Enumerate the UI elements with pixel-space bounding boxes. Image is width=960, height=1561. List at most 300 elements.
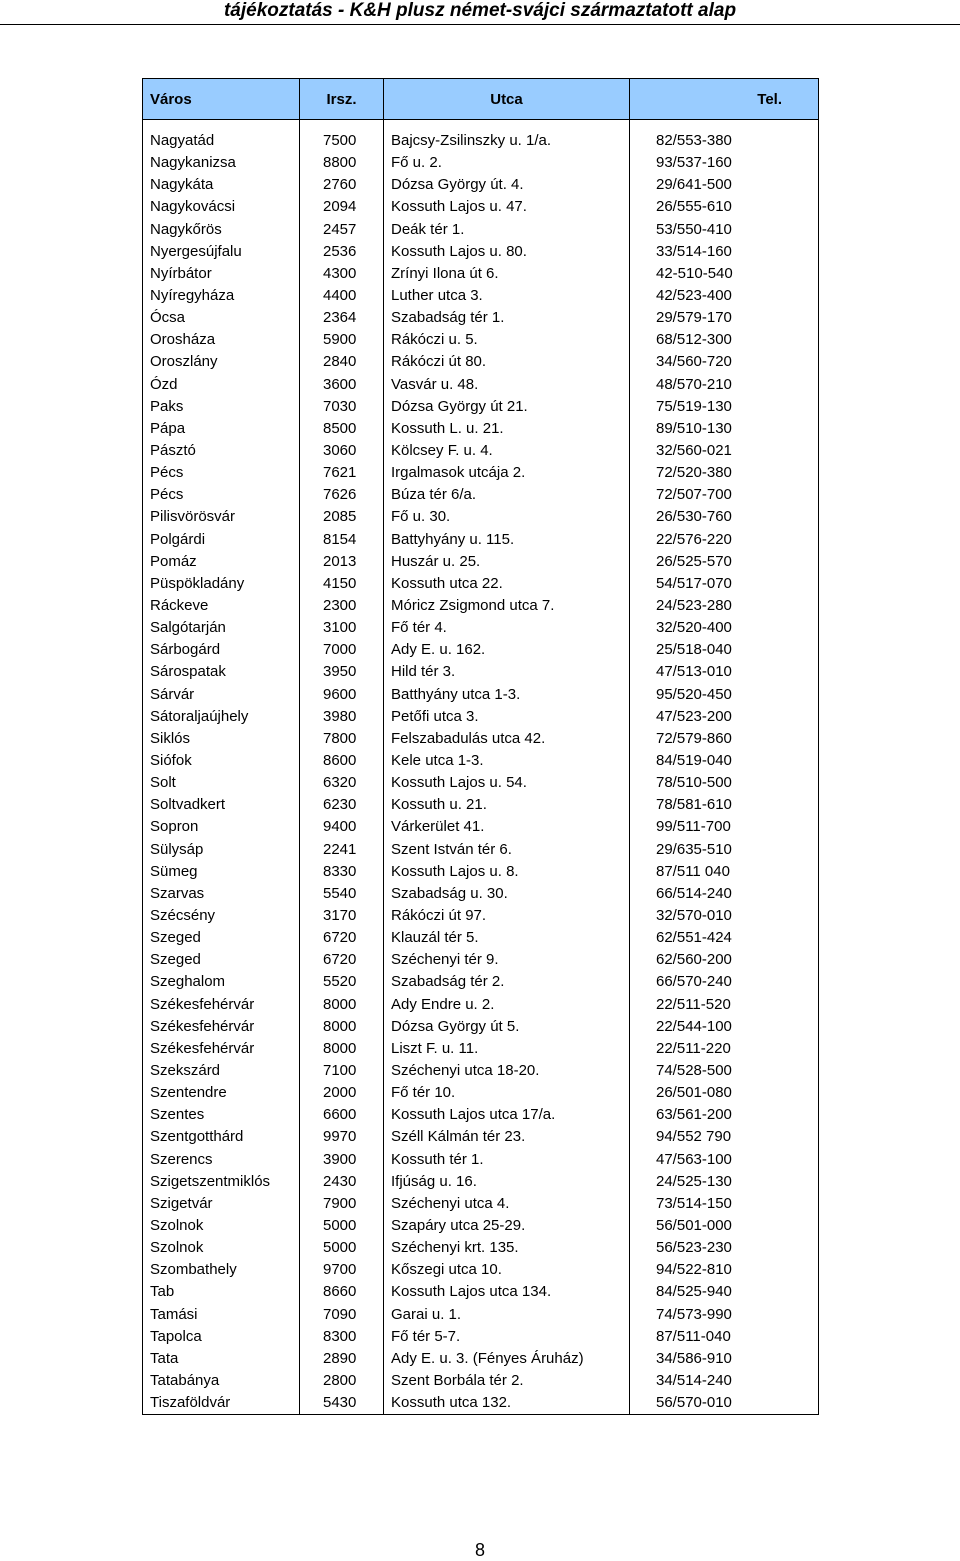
cell-city: Szerencs — [143, 1148, 300, 1170]
cell-phone: 29/635-510 — [630, 839, 819, 861]
cell-street: Kele utca 1-3. — [384, 750, 630, 772]
cell-street: Móricz Zsigmond utca 7. — [384, 595, 630, 617]
cell-zip: 7500 — [300, 130, 384, 152]
cell-phone: 22/576-220 — [630, 529, 819, 551]
table-row — [143, 595, 819, 617]
table-row — [143, 130, 819, 152]
table-row — [143, 993, 819, 1015]
cell-street: Kossuth Lajos u. 47. — [384, 196, 630, 218]
cell-street: Rákóczi u. 5. — [384, 329, 630, 351]
cell-city: Sárvár — [143, 684, 300, 706]
table-row — [143, 1038, 819, 1060]
cell-phone: 73/514-150 — [630, 1193, 819, 1215]
table-row — [143, 174, 819, 196]
cell-city: Nagykőrös — [143, 219, 300, 241]
column-header-street: Utca — [384, 79, 630, 120]
cell-city: Tata — [143, 1348, 300, 1370]
cell-zip: 7900 — [300, 1193, 384, 1215]
table-row — [143, 816, 819, 838]
cell-street: Rákóczi út 80. — [384, 351, 630, 373]
cell-street: Felszabadulás utca 42. — [384, 728, 630, 750]
cell-street: Huszár u. 25. — [384, 551, 630, 573]
cell-zip: 8300 — [300, 1326, 384, 1348]
table-row — [143, 551, 819, 573]
cell-street: Kossuth Lajos u. 8. — [384, 861, 630, 883]
table-row — [143, 374, 819, 396]
table-row — [143, 462, 819, 484]
cell-phone: 74/573-990 — [630, 1303, 819, 1325]
cell-city: Szeged — [143, 927, 300, 949]
table-row — [143, 839, 819, 861]
cell-phone: 26/530-760 — [630, 506, 819, 528]
cell-phone: 56/570-010 — [630, 1392, 819, 1415]
cell-phone: 56/501-000 — [630, 1215, 819, 1237]
table-body — [143, 130, 819, 1415]
cell-zip: 2364 — [300, 307, 384, 329]
table-row — [143, 241, 819, 263]
cell-city: Nyírbátor — [143, 263, 300, 285]
table-row — [143, 1104, 819, 1126]
cell-street: Zrínyi Ilona út 6. — [384, 263, 630, 285]
table-row — [143, 949, 819, 971]
table-row — [143, 307, 819, 329]
cell-zip: 5540 — [300, 883, 384, 905]
cell-street: Hild tér 3. — [384, 661, 630, 683]
cell-zip: 8660 — [300, 1281, 384, 1303]
cell-street: Fő u. 30. — [384, 506, 630, 528]
spacer-row — [143, 120, 819, 131]
cell-street: Búza tér 6/a. — [384, 484, 630, 506]
cell-phone: 94/522-810 — [630, 1259, 819, 1281]
cell-phone: 22/511-220 — [630, 1038, 819, 1060]
cell-city: Nagykanizsa — [143, 152, 300, 174]
cell-phone: 72/520-380 — [630, 462, 819, 484]
cell-city: Tapolca — [143, 1326, 300, 1348]
cell-zip: 6320 — [300, 772, 384, 794]
column-header-zip: Irsz. — [300, 79, 384, 120]
cell-street: Várkerület 41. — [384, 816, 630, 838]
cell-street: Dózsa György út. 4. — [384, 174, 630, 196]
cell-phone: 89/510-130 — [630, 418, 819, 440]
cell-city: Sülysáp — [143, 839, 300, 861]
table-row — [143, 1082, 819, 1104]
cell-city: Nyergesújfalu — [143, 241, 300, 263]
cell-phone: 47/523-200 — [630, 706, 819, 728]
cell-city: Ócsa — [143, 307, 300, 329]
cell-city: Székesfehérvár — [143, 1038, 300, 1060]
cell-city: Tiszaföldvár — [143, 1392, 300, 1415]
cell-street: Kossuth utca 22. — [384, 573, 630, 595]
cell-phone: 47/563-100 — [630, 1148, 819, 1170]
cell-street: Kölcsey F. u. 4. — [384, 440, 630, 462]
table-row — [143, 219, 819, 241]
cell-zip: 3170 — [300, 905, 384, 927]
cell-city: Sárbogárd — [143, 639, 300, 661]
cell-phone: 82/553-380 — [630, 130, 819, 152]
column-header-phone: Tel. — [630, 79, 819, 120]
cell-city: Sopron — [143, 816, 300, 838]
cell-city: Sátoraljaújhely — [143, 706, 300, 728]
table-row — [143, 396, 819, 418]
cell-city: Pomáz — [143, 551, 300, 573]
table-row — [143, 263, 819, 285]
cell-zip: 5520 — [300, 971, 384, 993]
cell-zip: 5430 — [300, 1392, 384, 1415]
cell-city: Sümeg — [143, 861, 300, 883]
cell-city: Polgárdi — [143, 529, 300, 551]
cell-street: Ifjúság u. 16. — [384, 1171, 630, 1193]
cell-phone: 34/586-910 — [630, 1348, 819, 1370]
column-header-city: Város — [143, 79, 300, 120]
cell-zip: 2000 — [300, 1082, 384, 1104]
cell-zip: 8500 — [300, 418, 384, 440]
cell-zip: 2300 — [300, 595, 384, 617]
cell-phone: 54/517-070 — [630, 573, 819, 595]
table-row — [143, 1370, 819, 1392]
cell-phone: 42-510-540 — [630, 263, 819, 285]
cell-zip: 9970 — [300, 1126, 384, 1148]
cell-street: Szabadság u. 30. — [384, 883, 630, 905]
table-row — [143, 1259, 819, 1281]
cell-street: Kossuth Lajos u. 80. — [384, 241, 630, 263]
cell-city: Szekszárd — [143, 1060, 300, 1082]
cell-city: Nagykovácsi — [143, 196, 300, 218]
cell-phone: 29/641-500 — [630, 174, 819, 196]
cell-street: Kossuth u. 21. — [384, 794, 630, 816]
cell-city: Pápa — [143, 418, 300, 440]
cell-city: Szombathely — [143, 1259, 300, 1281]
cell-phone: 29/579-170 — [630, 307, 819, 329]
cell-city: Szentendre — [143, 1082, 300, 1104]
cell-city: Székesfehérvár — [143, 1016, 300, 1038]
table-row — [143, 1348, 819, 1370]
cell-zip: 5000 — [300, 1237, 384, 1259]
cell-zip: 8000 — [300, 993, 384, 1015]
cell-city: Tatabánya — [143, 1370, 300, 1392]
cell-city: Szentes — [143, 1104, 300, 1126]
cell-phone: 84/519-040 — [630, 750, 819, 772]
cell-zip: 2890 — [300, 1348, 384, 1370]
cell-street: Klauzál tér 5. — [384, 927, 630, 949]
table-row — [143, 1392, 819, 1415]
table-row — [143, 883, 819, 905]
cell-phone: 72/579-860 — [630, 728, 819, 750]
cell-city: Szolnok — [143, 1215, 300, 1237]
table-row — [143, 573, 819, 595]
table-row — [143, 1326, 819, 1348]
table-row — [143, 329, 819, 351]
cell-city: Ózd — [143, 374, 300, 396]
page-header — [0, 0, 960, 25]
cell-street: Ady E. u. 3. (Fényes Áruház) — [384, 1348, 630, 1370]
table-row — [143, 1193, 819, 1215]
cell-street: Luther utca 3. — [384, 285, 630, 307]
cell-city: Pécs — [143, 462, 300, 484]
cell-zip: 8600 — [300, 750, 384, 772]
cell-street: Széchenyi utca 18-20. — [384, 1060, 630, 1082]
cell-phone: 78/581-610 — [630, 794, 819, 816]
table-row — [143, 1281, 819, 1303]
cell-city: Nyíregyháza — [143, 285, 300, 307]
cell-zip: 3060 — [300, 440, 384, 462]
table-row — [143, 351, 819, 373]
table-row — [143, 484, 819, 506]
table-row — [143, 1303, 819, 1325]
table-row — [143, 1171, 819, 1193]
cell-zip: 3950 — [300, 661, 384, 683]
cell-phone: 87/511-040 — [630, 1326, 819, 1348]
table-row — [143, 418, 819, 440]
cell-city: Pásztó — [143, 440, 300, 462]
cell-city: Paks — [143, 396, 300, 418]
cell-zip: 9600 — [300, 684, 384, 706]
cell-street: Ady Endre u. 2. — [384, 993, 630, 1015]
cell-street: Kossuth Lajos u. 54. — [384, 772, 630, 794]
cell-city: Sárospatak — [143, 661, 300, 683]
cell-street: Szapáry utca 25-29. — [384, 1215, 630, 1237]
cell-zip: 6230 — [300, 794, 384, 816]
cell-zip: 2536 — [300, 241, 384, 263]
table-header-row — [143, 79, 819, 120]
table-row — [143, 617, 819, 639]
cell-phone: 66/514-240 — [630, 883, 819, 905]
cell-phone: 48/570-210 — [630, 374, 819, 396]
cell-phone: 95/520-450 — [630, 684, 819, 706]
cell-phone: 26/501-080 — [630, 1082, 819, 1104]
cell-phone: 32/520-400 — [630, 617, 819, 639]
cell-phone: 94/552 790 — [630, 1126, 819, 1148]
cell-street: Liszt F. u. 11. — [384, 1038, 630, 1060]
table-row — [143, 706, 819, 728]
cell-phone: 33/514-160 — [630, 241, 819, 263]
cell-street: Irgalmasok utcája 2. — [384, 462, 630, 484]
cell-phone: 22/544-100 — [630, 1016, 819, 1038]
cell-phone: 93/537-160 — [630, 152, 819, 174]
cell-street: Batthyány utca 1-3. — [384, 684, 630, 706]
cell-street: Dózsa György út 5. — [384, 1016, 630, 1038]
cell-street: Széchenyi krt. 135. — [384, 1237, 630, 1259]
cell-zip: 3100 — [300, 617, 384, 639]
cell-phone: 72/507-700 — [630, 484, 819, 506]
table-row — [143, 152, 819, 174]
cell-phone: 78/510-500 — [630, 772, 819, 794]
table-row — [143, 905, 819, 927]
cell-zip: 9700 — [300, 1259, 384, 1281]
cell-city: Pécs — [143, 484, 300, 506]
cell-zip: 7800 — [300, 728, 384, 750]
cell-city: Szécsény — [143, 905, 300, 927]
cell-street: Fő tér 10. — [384, 1082, 630, 1104]
table-row — [143, 285, 819, 307]
cell-city: Pilisvörösvár — [143, 506, 300, 528]
cell-phone: 22/511-520 — [630, 993, 819, 1015]
table-row — [143, 1060, 819, 1082]
cell-street: Fő tér 4. — [384, 617, 630, 639]
cell-street: Kossuth L. u. 21. — [384, 418, 630, 440]
cell-zip: 7030 — [300, 396, 384, 418]
cell-phone: 26/525-570 — [630, 551, 819, 573]
cell-phone: 26/555-610 — [630, 196, 819, 218]
cell-street: Ady E. u. 162. — [384, 639, 630, 661]
page-number: 8 — [474, 1540, 485, 1560]
cell-street: Battyhyány u. 115. — [384, 529, 630, 551]
cell-phone: 66/570-240 — [630, 971, 819, 993]
cell-zip: 6720 — [300, 949, 384, 971]
cell-zip: 4150 — [300, 573, 384, 595]
cell-zip: 2241 — [300, 839, 384, 861]
cell-street: Fő tér 5-7. — [384, 1326, 630, 1348]
cell-zip: 8000 — [300, 1016, 384, 1038]
table-row — [143, 684, 819, 706]
cell-city: Orosháza — [143, 329, 300, 351]
branch-address-table — [142, 78, 819, 1415]
cell-zip: 2094 — [300, 196, 384, 218]
cell-city: Szolnok — [143, 1237, 300, 1259]
cell-phone: 87/511 040 — [630, 861, 819, 883]
cell-zip: 8330 — [300, 861, 384, 883]
cell-street: Vasvár u. 48. — [384, 374, 630, 396]
cell-phone: 68/512-300 — [630, 329, 819, 351]
cell-zip: 2085 — [300, 506, 384, 528]
cell-zip: 3900 — [300, 1148, 384, 1170]
cell-phone: 47/513-010 — [630, 661, 819, 683]
cell-zip: 3980 — [300, 706, 384, 728]
cell-city: Tab — [143, 1281, 300, 1303]
cell-phone: 24/523-280 — [630, 595, 819, 617]
cell-city: Solt — [143, 772, 300, 794]
cell-phone: 63/561-200 — [630, 1104, 819, 1126]
cell-street: Széchenyi tér 9. — [384, 949, 630, 971]
cell-street: Deák tér 1. — [384, 219, 630, 241]
cell-zip: 8154 — [300, 529, 384, 551]
cell-city: Ráckeve — [143, 595, 300, 617]
cell-phone: 34/514-240 — [630, 1370, 819, 1392]
cell-phone: 62/551-424 — [630, 927, 819, 949]
cell-zip: 6720 — [300, 927, 384, 949]
cell-phone: 62/560-200 — [630, 949, 819, 971]
table-row — [143, 971, 819, 993]
cell-zip: 7626 — [300, 484, 384, 506]
cell-zip: 5900 — [300, 329, 384, 351]
cell-zip: 9400 — [300, 816, 384, 838]
table-row — [143, 1126, 819, 1148]
cell-street: Széchenyi utca 4. — [384, 1193, 630, 1215]
cell-city: Szeghalom — [143, 971, 300, 993]
cell-phone: 34/560-720 — [630, 351, 819, 373]
cell-phone: 42/523-400 — [630, 285, 819, 307]
table-row — [143, 196, 819, 218]
cell-city: Püspökladány — [143, 573, 300, 595]
cell-zip: 2760 — [300, 174, 384, 196]
cell-city: Siklós — [143, 728, 300, 750]
table-row — [143, 1016, 819, 1038]
cell-street: Kossuth utca 132. — [384, 1392, 630, 1415]
cell-city: Szarvas — [143, 883, 300, 905]
cell-city: Szeged — [143, 949, 300, 971]
cell-city: Soltvadkert — [143, 794, 300, 816]
table-row — [143, 772, 819, 794]
cell-zip: 3600 — [300, 374, 384, 396]
cell-phone: 56/523-230 — [630, 1237, 819, 1259]
cell-phone: 24/525-130 — [630, 1171, 819, 1193]
cell-phone: 32/560-021 — [630, 440, 819, 462]
cell-zip: 4300 — [300, 263, 384, 285]
table-row — [143, 639, 819, 661]
cell-zip: 4400 — [300, 285, 384, 307]
cell-zip: 7621 — [300, 462, 384, 484]
table-row — [143, 1237, 819, 1259]
cell-street: Szent István tér 6. — [384, 839, 630, 861]
cell-zip: 6600 — [300, 1104, 384, 1126]
cell-street: Kossuth Lajos utca 17/a. — [384, 1104, 630, 1126]
cell-city: Szigetszentmiklós — [143, 1171, 300, 1193]
cell-phone: 32/570-010 — [630, 905, 819, 927]
table-row — [143, 506, 819, 528]
cell-zip: 2800 — [300, 1370, 384, 1392]
cell-city: Oroszlány — [143, 351, 300, 373]
cell-city: Siófok — [143, 750, 300, 772]
page-title: tájékoztatás - K&H plusz német-svájci származtatott alap — [223, 0, 737, 21]
table-row — [143, 750, 819, 772]
cell-street: Kőszegi utca 10. — [384, 1259, 630, 1281]
cell-zip: 2457 — [300, 219, 384, 241]
cell-zip: 2840 — [300, 351, 384, 373]
cell-street: Rákóczi út 97. — [384, 905, 630, 927]
cell-street: Bajcsy-Zsilinszky u. 1/a. — [384, 130, 630, 152]
cell-phone: 53/550-410 — [630, 219, 819, 241]
table-row — [143, 728, 819, 750]
cell-zip: 5000 — [300, 1215, 384, 1237]
cell-city: Székesfehérvár — [143, 993, 300, 1015]
cell-zip: 7090 — [300, 1303, 384, 1325]
cell-phone: 75/519-130 — [630, 396, 819, 418]
table-row — [143, 1148, 819, 1170]
cell-street: Kossuth tér 1. — [384, 1148, 630, 1170]
cell-city: Szigetvár — [143, 1193, 300, 1215]
table-row — [143, 661, 819, 683]
cell-street: Széll Kálmán tér 23. — [384, 1126, 630, 1148]
cell-street: Garai u. 1. — [384, 1303, 630, 1325]
cell-zip: 2013 — [300, 551, 384, 573]
table-row — [143, 529, 819, 551]
table-row — [143, 927, 819, 949]
table-row — [143, 861, 819, 883]
cell-city: Salgótarján — [143, 617, 300, 639]
cell-street: Dózsa György út 21. — [384, 396, 630, 418]
cell-zip: 7100 — [300, 1060, 384, 1082]
cell-zip: 8800 — [300, 152, 384, 174]
cell-street: Szent Borbála tér 2. — [384, 1370, 630, 1392]
cell-city: Szentgotthárd — [143, 1126, 300, 1148]
cell-city: Nagykáta — [143, 174, 300, 196]
cell-street: Szabadság tér 2. — [384, 971, 630, 993]
cell-street: Petőfi utca 3. — [384, 706, 630, 728]
cell-zip: 8000 — [300, 1038, 384, 1060]
cell-street: Fő u. 2. — [384, 152, 630, 174]
cell-city: Tamási — [143, 1303, 300, 1325]
cell-phone: 99/511-700 — [630, 816, 819, 838]
cell-city: Nagyatád — [143, 130, 300, 152]
cell-phone: 74/528-500 — [630, 1060, 819, 1082]
cell-street: Kossuth Lajos utca 134. — [384, 1281, 630, 1303]
cell-phone: 84/525-940 — [630, 1281, 819, 1303]
table-row — [143, 794, 819, 816]
cell-zip: 7000 — [300, 639, 384, 661]
cell-phone: 25/518-040 — [630, 639, 819, 661]
cell-zip: 2430 — [300, 1171, 384, 1193]
table-row — [143, 1215, 819, 1237]
table-row — [143, 440, 819, 462]
